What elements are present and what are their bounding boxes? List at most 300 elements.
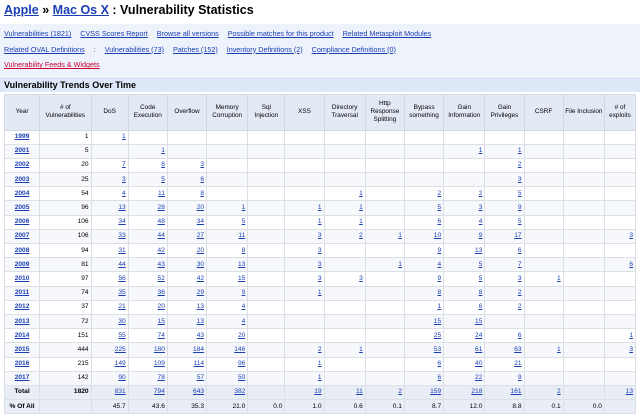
stat-cell	[563, 144, 604, 158]
stat-count-link[interactable]: 1	[317, 204, 322, 212]
stat-cell	[604, 286, 635, 300]
column-header-memory-corruption: Memory Corruption	[207, 94, 248, 130]
vulnerability-count-cell: 97	[40, 272, 92, 286]
stat-cell	[285, 314, 324, 328]
stat-cell	[524, 187, 563, 201]
stat-count-link[interactable]: 40	[475, 360, 483, 368]
year-link[interactable]: 1999	[14, 133, 30, 141]
year-link[interactable]: 2015	[14, 345, 30, 353]
stat-count-link[interactable]: 6	[437, 218, 442, 226]
stat-count-link[interactable]: 43	[157, 260, 165, 268]
table-row	[5, 343, 636, 357]
stat-count-link[interactable]: 53	[433, 345, 442, 353]
stat-cell	[91, 371, 128, 385]
stat-count-link[interactable]: 180	[153, 345, 165, 353]
oval-definitions-link[interactable]: Related OVAL Definitions	[4, 44, 85, 54]
stat-cell	[128, 286, 167, 300]
product-link[interactable]: Mac Os X	[52, 3, 109, 17]
stat-count-link[interactable]: 5	[517, 218, 522, 226]
stat-count-link[interactable]: 5	[478, 274, 483, 282]
stat-count-link[interactable]: 17	[514, 232, 522, 240]
stat-cell	[485, 357, 524, 371]
stat-cell	[128, 144, 167, 158]
stat-cell	[248, 158, 285, 172]
stat-count-link[interactable]: 21	[118, 303, 126, 311]
stat-cell	[167, 343, 206, 357]
stat-count-link[interactable]: 1	[478, 147, 483, 155]
stat-cell	[524, 357, 563, 371]
stat-count-link[interactable]: 20	[196, 246, 205, 254]
stat-count-link[interactable]: 1	[241, 204, 246, 212]
stat-cell	[248, 343, 285, 357]
stat-count-link[interactable]: 42	[196, 274, 205, 282]
stat-count-link[interactable]: 5	[161, 175, 165, 183]
stat-cell	[248, 258, 285, 272]
stat-count-link[interactable]: 2	[517, 289, 522, 297]
year-link[interactable]: 2016	[14, 360, 30, 368]
stat-count-link[interactable]: 9	[478, 232, 483, 240]
stat-count-link[interactable]: 50	[237, 374, 246, 382]
total-count-link[interactable]: 794	[153, 388, 165, 396]
stat-count-link[interactable]: 1	[398, 260, 402, 268]
stat-count-link[interactable]: 44	[157, 232, 165, 240]
stat-cell	[248, 144, 285, 158]
total-count-link[interactable]: 2	[398, 388, 402, 396]
stat-count-link[interactable]: 3	[629, 232, 633, 240]
vulnerability-count-cell: 106	[40, 229, 92, 243]
vulnerability-count-cell: 72	[40, 314, 92, 328]
stat-cell	[365, 201, 404, 215]
stat-count-link[interactable]: 35	[118, 289, 126, 297]
year-link[interactable]: 2014	[14, 331, 30, 339]
year-link[interactable]: 2008	[14, 246, 30, 254]
year-link[interactable]: 2003	[14, 175, 30, 183]
stat-cell	[444, 158, 485, 172]
stat-count-link[interactable]: 11	[238, 232, 246, 240]
stat-cell	[604, 130, 635, 144]
stat-count-link[interactable]: 4	[241, 317, 246, 325]
stat-cell	[91, 258, 128, 272]
year-cell	[5, 314, 40, 328]
stat-count-link[interactable]: 8	[437, 289, 442, 297]
stat-count-link[interactable]: 15	[157, 317, 165, 325]
stat-count-link[interactable]: 20	[196, 204, 205, 212]
stat-count-link[interactable]: 11	[158, 189, 165, 197]
stat-cell	[604, 229, 635, 243]
year-link[interactable]: 2005	[14, 204, 30, 212]
year-link[interactable]: 2002	[14, 161, 30, 169]
stat-count-link[interactable]: 1	[359, 189, 363, 197]
stat-cell	[604, 244, 635, 258]
stat-count-link[interactable]: 33	[118, 232, 126, 240]
stat-count-link[interactable]: 90	[118, 374, 126, 382]
stat-count-link[interactable]: 1	[359, 204, 363, 212]
stat-count-link[interactable]: 57	[196, 374, 205, 382]
stat-count-link[interactable]: 20	[157, 303, 165, 311]
stat-count-link[interactable]: 15	[475, 317, 483, 325]
stat-count-link[interactable]: 30	[196, 260, 205, 268]
stat-count-link[interactable]: 1	[398, 232, 402, 240]
vulnerability-count-cell: 142	[40, 371, 92, 385]
year-link[interactable]: 2017	[14, 374, 30, 382]
stat-cell	[563, 215, 604, 229]
column-header-csrf: CSRF	[524, 94, 563, 130]
stat-count-link[interactable]: 28	[157, 204, 165, 212]
year-link[interactable]: 2011	[14, 289, 30, 297]
table-row	[5, 158, 636, 172]
year-cell	[5, 158, 40, 172]
vulnerability-count-cell: 37	[40, 300, 92, 314]
stat-cell	[485, 187, 524, 201]
stat-count-link[interactable]: 6	[478, 303, 483, 311]
stat-cell	[563, 187, 604, 201]
stat-cell	[365, 300, 404, 314]
stat-count-link[interactable]: 3	[317, 232, 322, 240]
stat-count-link[interactable]: 63	[514, 345, 522, 353]
total-count-link[interactable]: 643	[193, 388, 205, 396]
stat-cell	[91, 173, 128, 187]
vulnerability-count-cell: 54	[40, 187, 92, 201]
total-count-link[interactable]: 13	[625, 388, 633, 396]
stat-cell	[404, 272, 443, 286]
stat-count-link[interactable]: 5	[437, 204, 442, 212]
total-count-link[interactable]: 2	[557, 388, 561, 396]
stat-count-link[interactable]: 1	[557, 345, 561, 353]
stat-count-link[interactable]: 6	[200, 175, 205, 183]
vulnerability-count-cell: 5	[40, 144, 92, 158]
stat-cell	[604, 371, 635, 385]
stat-cell	[563, 173, 604, 187]
stat-cell	[248, 357, 285, 371]
stat-count-link[interactable]: 1	[557, 274, 561, 282]
stat-count-link[interactable]: 3	[122, 175, 126, 183]
stat-count-link[interactable]: 20	[237, 331, 246, 339]
stat-count-link[interactable]: 22	[475, 374, 483, 382]
stat-cell	[524, 272, 563, 286]
stat-count-link[interactable]: 7	[517, 260, 522, 268]
stat-cell	[444, 371, 485, 385]
percent-cell: 12.0	[444, 400, 485, 414]
stat-count-link[interactable]: 8	[478, 289, 483, 297]
stat-cell	[563, 314, 604, 328]
table-row	[5, 215, 636, 229]
oval-patches-link[interactable]: Patches (152)	[172, 44, 218, 54]
stat-count-link[interactable]: 48	[157, 218, 165, 226]
stat-count-link[interactable]: 4	[478, 218, 483, 226]
stat-count-link[interactable]: 13	[118, 204, 126, 212]
stat-count-link[interactable]: 29	[196, 289, 205, 297]
stat-count-link[interactable]: 25	[433, 331, 442, 339]
stat-count-link[interactable]: 3	[478, 204, 483, 212]
stat-count-link[interactable]: 52	[157, 274, 165, 282]
stat-count-link[interactable]: 146	[234, 345, 246, 353]
stat-count-link[interactable]: 8	[161, 161, 165, 169]
year-cell	[5, 357, 40, 371]
oval-separator: :	[93, 44, 96, 54]
year-cell	[5, 130, 40, 144]
stat-cell	[485, 329, 524, 343]
stat-cell	[404, 314, 443, 328]
stat-count-link[interactable]: 31	[118, 246, 126, 254]
stat-count-link[interactable]: 9	[517, 204, 522, 212]
stat-count-link[interactable]: 2	[359, 232, 363, 240]
stat-count-link[interactable]: 1	[161, 147, 165, 155]
stat-cell	[128, 244, 167, 258]
stat-cell	[207, 300, 248, 314]
stat-count-link[interactable]: 3	[629, 345, 633, 353]
year-link[interactable]: 2010	[14, 274, 30, 282]
stat-count-link[interactable]: 56	[118, 274, 126, 282]
stat-cell	[207, 314, 248, 328]
stat-count-link[interactable]: 225	[114, 345, 126, 353]
stat-cell	[444, 258, 485, 272]
stat-count-link[interactable]: 9	[437, 246, 442, 254]
stat-count-link[interactable]: 43	[196, 331, 205, 339]
oval-inventory-link[interactable]: Inventory Definitions (2)	[226, 44, 303, 54]
stat-count-link[interactable]: 8	[241, 246, 246, 254]
stat-cell	[128, 187, 167, 201]
stat-count-link[interactable]: 6	[517, 331, 522, 339]
stat-cell	[285, 173, 324, 187]
stat-count-link[interactable]: 3	[317, 246, 322, 254]
stat-count-link[interactable]: 2	[478, 189, 483, 197]
stat-count-link[interactable]: 6	[629, 260, 633, 268]
browse-versions-link[interactable]: Browse all versions	[156, 29, 219, 38]
percent-cell: 0.0	[248, 400, 285, 414]
stat-count-link[interactable]: 61	[475, 345, 483, 353]
stat-count-link[interactable]: 5	[517, 189, 522, 197]
stat-cell	[604, 173, 635, 187]
stat-cell	[524, 144, 563, 158]
table-row	[5, 187, 636, 201]
year-link[interactable]: 2004	[14, 189, 30, 197]
stat-cell	[563, 201, 604, 215]
stat-cell	[485, 371, 524, 385]
stat-cell	[444, 229, 485, 243]
stat-count-link[interactable]: 4	[122, 189, 126, 197]
column-header-year: Year	[5, 94, 40, 130]
stat-count-link[interactable]: 1	[359, 345, 363, 353]
stat-cell	[91, 314, 128, 328]
stat-cell	[404, 215, 443, 229]
stat-count-link[interactable]: 6	[437, 360, 442, 368]
stat-cell	[563, 371, 604, 385]
stat-cell	[524, 300, 563, 314]
stat-cell	[207, 229, 248, 243]
stat-count-link[interactable]: 13	[196, 317, 205, 325]
stat-count-link[interactable]: 5	[241, 218, 246, 226]
total-count-link[interactable]: 831	[114, 388, 126, 396]
stat-count-link[interactable]: 6	[437, 374, 442, 382]
stat-count-link[interactable]: 13	[196, 303, 205, 311]
oval-compliance-link[interactable]: Compliance Definitions (0)	[311, 44, 396, 54]
stat-cell	[207, 272, 248, 286]
stat-count-link[interactable]: 44	[118, 260, 126, 268]
stat-cell	[207, 130, 248, 144]
possible-matches-link[interactable]: Possible matches for this product	[227, 29, 334, 38]
stat-count-link[interactable]: 34	[196, 218, 205, 226]
total-cell	[128, 385, 167, 399]
stat-cell	[404, 300, 443, 314]
stat-count-link[interactable]: 42	[157, 246, 165, 254]
page-title: : Vulnerability Statistics	[112, 3, 254, 17]
column-header-gain-privileges: Gain Privileges	[485, 94, 524, 130]
stat-count-link[interactable]: 8	[200, 189, 205, 197]
stat-count-link[interactable]: 2	[437, 189, 442, 197]
stat-cell	[365, 286, 404, 300]
total-count-link[interactable]: 218	[471, 388, 483, 396]
stat-count-link[interactable]: 30	[118, 317, 126, 325]
stat-count-link[interactable]: 1	[517, 147, 522, 155]
stat-cell	[563, 130, 604, 144]
stat-cell	[128, 314, 167, 328]
cvss-scores-report-link[interactable]: CVSS Scores Report	[80, 29, 148, 38]
table-row	[5, 244, 636, 258]
metasploit-modules-link[interactable]: Related Metasploit Modules	[342, 29, 432, 38]
vulnerabilities-link[interactable]: Vulnerabilities (1821)	[4, 29, 72, 38]
stat-count-link[interactable]: 1	[317, 360, 322, 368]
stat-count-link[interactable]: 7	[122, 161, 126, 169]
total-count-link[interactable]: 159	[430, 388, 442, 396]
stat-count-link[interactable]: 1	[317, 374, 322, 382]
stat-count-link[interactable]: 1	[629, 331, 633, 339]
total-count-link[interactable]: 11	[355, 388, 363, 396]
stat-count-link[interactable]: 27	[196, 232, 205, 240]
total-cell	[324, 385, 365, 399]
stat-count-link[interactable]: 36	[157, 289, 165, 297]
stat-cell	[285, 201, 324, 215]
year-cell	[5, 258, 40, 272]
stat-cell	[248, 314, 285, 328]
total-count-link[interactable]: 382	[234, 388, 246, 396]
stat-cell	[128, 371, 167, 385]
stat-count-link[interactable]: 109	[153, 360, 165, 368]
stat-count-link[interactable]: 5	[478, 260, 483, 268]
stat-count-link[interactable]: 1	[122, 133, 126, 141]
stat-cell	[285, 244, 324, 258]
stat-count-link[interactable]: 114	[193, 360, 205, 368]
stat-cell	[485, 173, 524, 187]
stat-count-link[interactable]: 55	[118, 331, 126, 339]
stat-cell	[524, 286, 563, 300]
year-link[interactable]: 2012	[14, 303, 30, 311]
stat-count-link[interactable]: 10	[433, 232, 442, 240]
column-header-xss: XSS	[285, 94, 324, 130]
stat-cell	[563, 286, 604, 300]
stat-cell	[128, 343, 167, 357]
stat-count-link[interactable]: 4	[241, 303, 246, 311]
stat-cell	[563, 272, 604, 286]
stat-count-link[interactable]: 9	[241, 289, 246, 297]
stat-cell	[285, 371, 324, 385]
stat-count-link[interactable]: 13	[237, 260, 246, 268]
stat-count-link[interactable]: 3	[517, 274, 522, 282]
total-count-link[interactable]: 19	[314, 388, 322, 396]
stat-count-link[interactable]: 34	[118, 218, 126, 226]
year-cell	[5, 371, 40, 385]
stat-count-link[interactable]: 9	[437, 274, 442, 282]
stat-cell	[524, 329, 563, 343]
stat-cell	[404, 244, 443, 258]
year-link[interactable]: 2006	[14, 218, 30, 226]
oval-vulnerabilities-link[interactable]: Vulnerabilities (73)	[104, 44, 164, 54]
stat-count-link[interactable]: 15	[237, 274, 246, 282]
stat-count-link[interactable]: 74	[157, 331, 165, 339]
stat-cell	[604, 357, 635, 371]
breadcrumb-separator: »	[42, 3, 50, 17]
stat-count-link[interactable]: 13	[475, 246, 483, 254]
stat-cell	[248, 244, 285, 258]
stat-cell	[444, 215, 485, 229]
stat-count-link[interactable]: 21	[514, 360, 522, 368]
percent-cell: 8.7	[404, 400, 443, 414]
stat-count-link[interactable]: 3	[359, 274, 363, 282]
stat-cell	[167, 371, 206, 385]
stat-count-link[interactable]: 78	[157, 374, 165, 382]
stat-count-link[interactable]: 3	[517, 175, 522, 183]
feeds-widgets-link[interactable]: Vulnerability Feeds & Widgets	[4, 60, 100, 69]
stat-cell	[524, 158, 563, 172]
total-count-link[interactable]: 161	[510, 388, 522, 396]
year-link[interactable]: 2013	[14, 317, 30, 325]
stat-count-link[interactable]: 9	[517, 374, 522, 382]
stat-cell	[604, 258, 635, 272]
year-link[interactable]: 2001	[14, 147, 30, 155]
stat-count-link[interactable]: 3	[200, 161, 205, 169]
stat-cell	[285, 272, 324, 286]
vendor-link[interactable]: Apple	[4, 3, 39, 17]
stat-count-link[interactable]: 1	[317, 218, 322, 226]
stat-cell	[404, 258, 443, 272]
stat-count-link[interactable]: 3	[317, 260, 322, 268]
stat-cell	[128, 229, 167, 243]
table-row	[5, 329, 636, 343]
year-link[interactable]: 2009	[14, 260, 30, 268]
stat-count-link[interactable]: 149	[114, 360, 126, 368]
table-body	[5, 130, 636, 414]
stat-count-link[interactable]: 6	[517, 246, 522, 254]
stat-count-link[interactable]: 24	[475, 331, 483, 339]
total-cell	[563, 385, 604, 399]
stat-count-link[interactable]: 1	[437, 303, 442, 311]
stat-count-link[interactable]: 1	[317, 289, 322, 297]
stat-cell	[91, 130, 128, 144]
stat-count-link[interactable]: 184	[193, 345, 205, 353]
stat-count-link[interactable]: 2	[517, 303, 522, 311]
stat-cell	[91, 229, 128, 243]
vulnerability-count-cell: 444	[40, 343, 92, 357]
stat-cell	[404, 343, 443, 357]
stat-cell	[485, 144, 524, 158]
year-link[interactable]: 2007	[14, 232, 30, 240]
stat-count-link[interactable]: 1	[359, 218, 363, 226]
stat-cell	[444, 329, 485, 343]
percent-cell: 43.6	[128, 400, 167, 414]
stat-count-link[interactable]: 96	[237, 360, 246, 368]
stat-count-link[interactable]: 4	[437, 260, 442, 268]
stat-cell	[248, 300, 285, 314]
stat-cell	[524, 314, 563, 328]
stat-cell	[524, 343, 563, 357]
stat-count-link[interactable]: 3	[317, 274, 322, 282]
stat-count-link[interactable]: 2	[317, 345, 322, 353]
stat-cell	[524, 201, 563, 215]
stat-cell	[604, 187, 635, 201]
stat-count-link[interactable]: 2	[517, 161, 522, 169]
stat-cell	[128, 201, 167, 215]
total-cell	[444, 385, 485, 399]
stat-count-link[interactable]: 15	[433, 317, 442, 325]
